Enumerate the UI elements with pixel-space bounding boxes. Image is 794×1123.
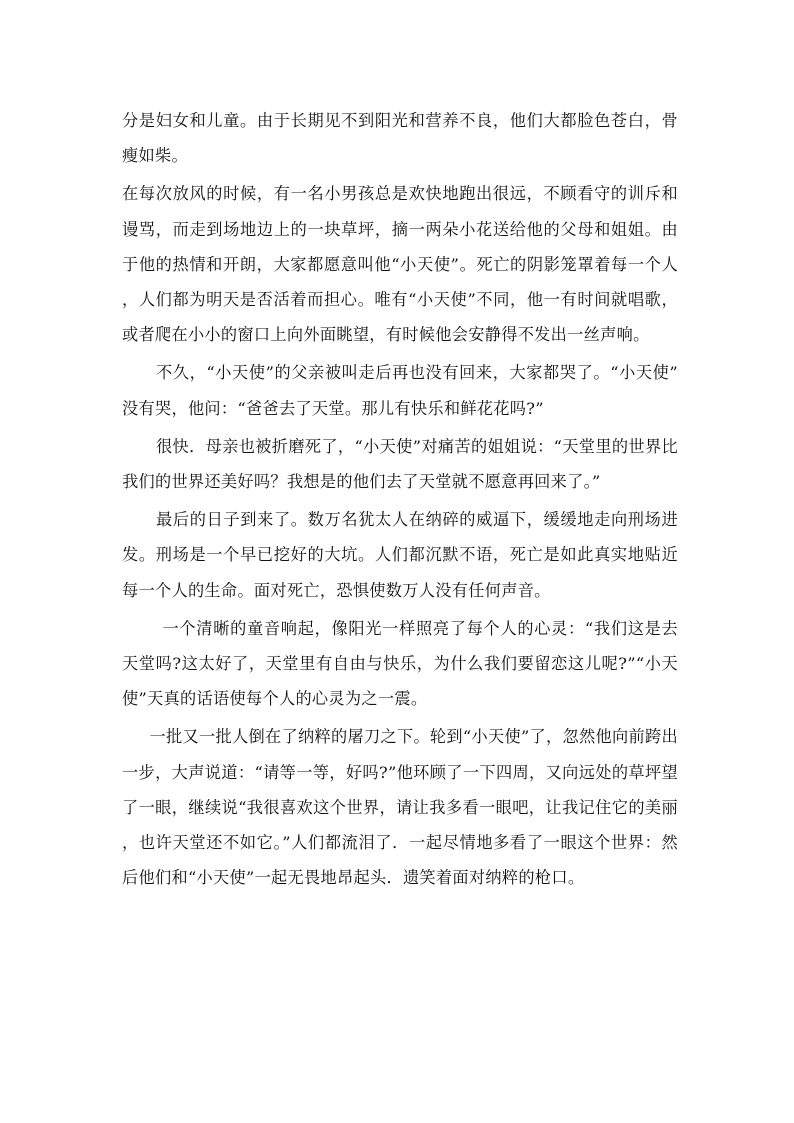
story-text [122,103,678,895]
paragraph-continuation: 分是妇女和儿童。由于长期见不到阳光和营养不良，他们大都脸色苍白，骨瘦如柴。 [122,111,678,166]
paragraph-angel-intro: 在每次放风的时候，有一名小男孩总是欢快地跑出很远，不顾看守的训斥和谩骂，而走到场地边上的一块草坪，摘一两朵小花送给他的父母和姐姐。由于他的热情和开朗，大家都愿意叫他“小天使”。死亡的阴影笼罩着每一个人，人们都为明天是否活着而担心。唯有“小天使”不同，他一有时间就唱歌，或者爬在小小的窗口上向外面眺望，有时候他会安静得不发出一丝声响。 [122,184,678,345]
paragraph-ending: 一批又一批人倒在了纳粹的屠刀之下。轮到“小天使”了，忽然他向前跨出一步，大声说道：“请等一等，好吗?”他环顾了一下四周，又向远处的草坪望了一眼，继续说“我很喜欢这个世界，请让我多看一眼吧，让我记住它的美丽，也许天堂还不如它。”人们都流泪了．一起尽情地多看了一眼这个世界：然后他们和“小天使”一起无畏地昂起头．遗笑着面对纳粹的枪口。 [122,727,678,888]
paragraph-last-day: 最后的日子到来了。数万名犹太人在纳碎的威逼下，缓缓地走向刑场进发。刑场是一个早已挖好的大坑。人们都沉默不语，死亡是如此真实地贴近每一个人的生命。面对死亡，恐惧使数万人没有任何声音。 [122,510,678,600]
paragraph-father: 不久，“小天使”的父亲被叫走后再也没有回来，大家都哭了。“小天使”没有哭，他问：“爸爸去了天堂。那儿有快乐和鲜花花吗?” [122,363,678,418]
paragraph-child-voice: 一个清晰的童音响起，像阳光一样照亮了每个人的心灵：“我们这是去天堂吗?这太好了，天堂里有自由与快乐，为什么我们要留恋这儿呢?”“小天使”天真的话语使每个人的心灵为之一震。 [122,618,678,709]
paragraph-mother: 很快．母亲也被折磨死了，“小天使”对痛苦的姐姐说：“天堂里的世界比我们的世界还美好吗？我想是的他们去了天堂就不愿意再回来了。” [122,436,678,492]
